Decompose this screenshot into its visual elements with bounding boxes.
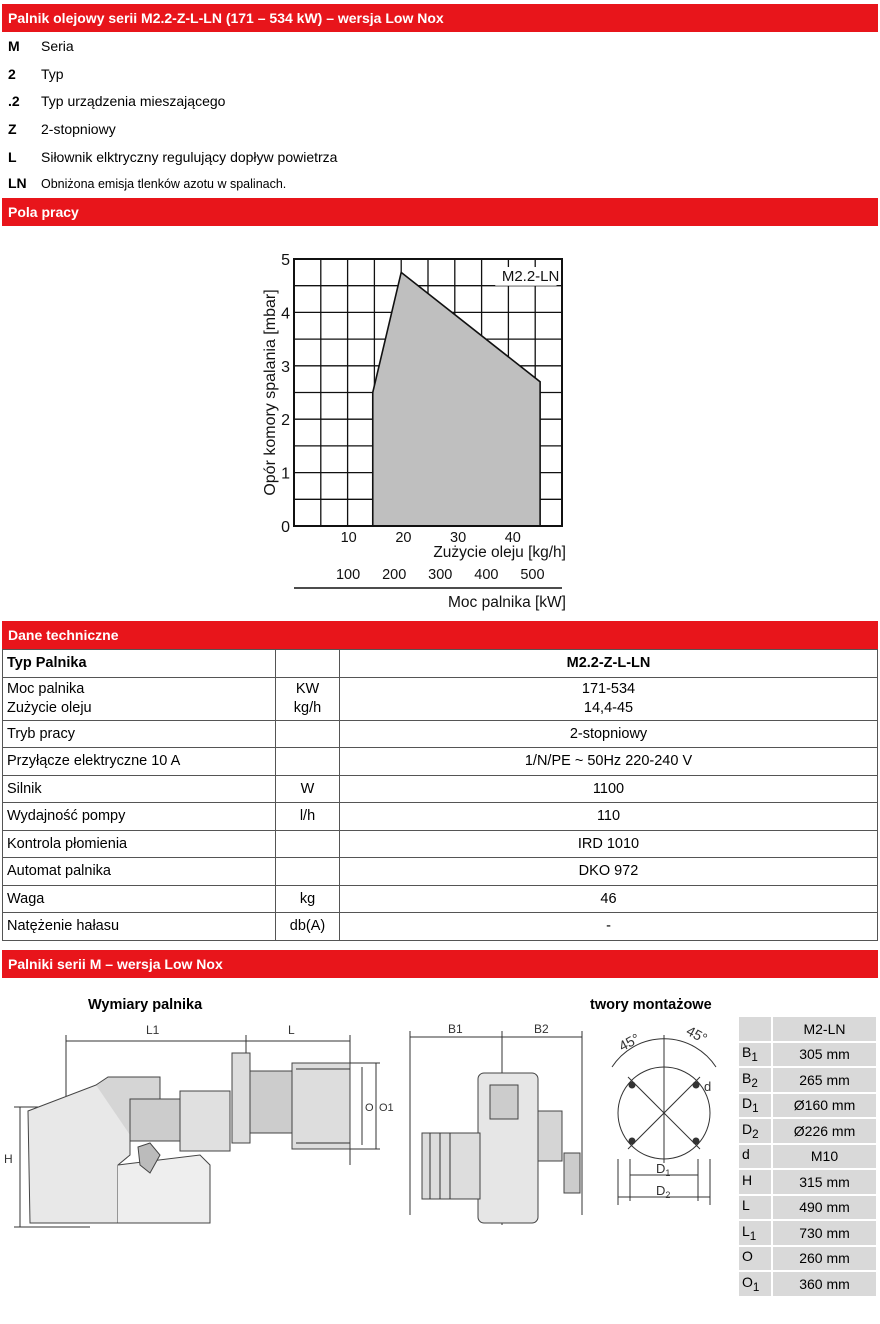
x-axis-label: Zużycie oleju [kg/h] [433, 544, 566, 561]
label-o1: O1 [379, 1102, 394, 1114]
code-label: Siłownik elktryczny regulujący dopływ powietrza [41, 149, 338, 165]
dim-value: 730 mm [772, 1220, 877, 1246]
chart-area [373, 272, 540, 526]
code-key: .2 [8, 93, 20, 109]
row-label: Kontrola płomienia [3, 830, 276, 858]
power-label: Moc palnika [7, 680, 85, 697]
x2-tick-label: 500 [520, 567, 545, 583]
power-value: 171-534 [581, 680, 636, 697]
label-d2: $D_2$ [656, 1183, 671, 1200]
dim-name: L [738, 1195, 772, 1221]
x2-tick-label: 100 [335, 567, 361, 583]
dim-value: 305 mm [772, 1042, 877, 1068]
code-row-stages [8, 119, 116, 139]
row-unit [276, 748, 340, 776]
header-value: M2.2-Z-L-LN [340, 650, 878, 678]
dims-row [738, 1144, 877, 1170]
table-row [3, 913, 878, 941]
row-value: 1/N/PE ~ 50Hz 220-240 V [340, 748, 878, 776]
work-field-title: Pola pracy [8, 204, 79, 220]
dims-row [738, 1118, 877, 1144]
dims-row [738, 1271, 877, 1297]
dim-name: $B_1$ [738, 1042, 772, 1068]
dim-value: Ø160 mm [772, 1093, 877, 1119]
code-row-lownox [8, 173, 286, 193]
row-label: Tryb pracy [3, 720, 276, 748]
row-value: DKO 972 [340, 858, 878, 886]
burner-side-drawing [0, 1015, 400, 1245]
tech-data-band [2, 621, 878, 649]
label-b1: B1 [448, 1022, 463, 1036]
label-l1: L1 [146, 1023, 160, 1037]
table-row [3, 830, 878, 858]
dimensions-table [737, 1015, 878, 1298]
y-tick-label: 1 [281, 465, 290, 483]
tech-data-title: Dane techniczne [8, 627, 119, 643]
series-m-title: Palniki serii M – wersja Low Nox [8, 956, 223, 972]
burner-head [292, 1063, 350, 1149]
page-title-band [2, 4, 878, 32]
dims-header: M2-LN [772, 1016, 877, 1042]
row-value: 1100 [340, 775, 878, 803]
code-row-typ [8, 64, 64, 84]
table-row-power [3, 677, 878, 720]
dimensions-title: Wymiary palnika [88, 997, 203, 1013]
code-key: L [8, 149, 17, 165]
label-d1: $D_1$ [656, 1161, 671, 1178]
x2-tick-label: 200 [382, 567, 407, 583]
fuel-label: Zużycie oleju [7, 699, 92, 716]
fuel-value: 14,4-45 [583, 699, 634, 716]
y-tick-label: 3 [281, 358, 290, 376]
code-label: Obniżona emisja tlenków azotu w spalinach. [41, 177, 287, 191]
hole-mark [693, 1138, 699, 1144]
row-label: Przyłącze elektryczne 10 A [3, 748, 276, 776]
row-unit: db(A) [276, 913, 340, 941]
dims-row [738, 1195, 877, 1221]
row-label: Waga [3, 885, 276, 913]
code-key: 2 [8, 66, 16, 82]
work-field-area [373, 272, 540, 526]
fuel-unit: kg/h [293, 699, 322, 716]
dims-row [738, 1169, 877, 1195]
row-label: Automat palnika [3, 858, 276, 886]
table-row-header [3, 650, 878, 678]
dims-row [738, 1220, 877, 1246]
dim-name: $B_2$ [738, 1067, 772, 1093]
header-unit [276, 650, 340, 678]
row-unit [276, 858, 340, 886]
code-label: 2-stopniowy [41, 121, 116, 137]
dim-value: 260 mm [772, 1246, 877, 1272]
row-value: 2-stopniowy [340, 720, 878, 748]
burner-flange [232, 1053, 250, 1143]
work-field-band [2, 198, 878, 226]
dim-value: 315 mm [772, 1169, 877, 1195]
hole-mark [629, 1138, 635, 1144]
code-label: Typ urządzenia mieszającego [41, 93, 226, 109]
row-unit [276, 830, 340, 858]
power-labels [3, 677, 276, 720]
x-tick-label: 10 [340, 530, 357, 546]
y-axis-label: Opór komory spalania [mbar] [262, 289, 279, 496]
dims-header-row [738, 1016, 877, 1042]
dims-row [738, 1246, 877, 1272]
work-field-chart [0, 230, 880, 620]
table-row [3, 803, 878, 831]
legend-label: M2.2-LN [501, 268, 560, 286]
mounting-title: twory montażowe [590, 997, 712, 1013]
y-tick-label: 0 [281, 519, 290, 536]
power-units [276, 677, 340, 720]
mounting-holes-drawing [600, 1015, 737, 1215]
burner-neck [250, 1071, 292, 1133]
y-tick-label: 5 [281, 252, 290, 269]
label-l: L [288, 1023, 295, 1037]
burner-valve [564, 1153, 580, 1193]
hole-mark [629, 1082, 635, 1088]
row-value: IRD 1010 [340, 830, 878, 858]
label-d: d [704, 1079, 712, 1094]
row-unit: kg [276, 885, 340, 913]
row-unit [276, 720, 340, 748]
row-value: - [340, 913, 878, 941]
dim-name: $L_1$ [738, 1220, 772, 1246]
page-title: Palnik olejowy serii M2.2-Z-L-LN (171 – 534 kW) – wersja Low Nox [8, 10, 444, 26]
table-row [3, 858, 878, 886]
label-b2: B2 [534, 1022, 549, 1036]
dim-name: $D_2$ [738, 1118, 772, 1144]
dim-name: $O_1$ [738, 1271, 772, 1297]
header-label: Typ Palnika [3, 650, 276, 678]
dims-corner [738, 1016, 772, 1042]
dim-value: 360 mm [772, 1271, 877, 1297]
power-values [340, 677, 878, 720]
burner-actuator [180, 1091, 230, 1151]
dim-value: 490 mm [772, 1195, 877, 1221]
angle-label-right: 45° [683, 1022, 711, 1047]
label-h: H [4, 1152, 13, 1166]
code-row-seria [8, 36, 74, 56]
burner-controls [490, 1085, 518, 1119]
dim-value: 265 mm [772, 1067, 877, 1093]
row-label: Wydajność pompy [3, 803, 276, 831]
tech-data-table [2, 649, 878, 941]
code-label: Seria [41, 38, 74, 54]
code-key: M [8, 38, 20, 54]
y-tick-label: 2 [281, 412, 290, 430]
label-o: O [365, 1102, 374, 1114]
code-row-mixer [8, 91, 225, 111]
row-label: Silnik [3, 775, 276, 803]
dim-name: d [738, 1144, 772, 1170]
x2-tick-label: 300 [428, 567, 453, 583]
table-row [3, 748, 878, 776]
row-label: Natężenie hałasu [3, 913, 276, 941]
hole-mark [693, 1082, 699, 1088]
y-tick-label: 4 [281, 305, 290, 323]
x2-tick-label: 400 [474, 567, 499, 583]
x-tick-label: 40 [504, 530, 521, 546]
dim-name: $D_1$ [738, 1093, 772, 1119]
dims-row [738, 1067, 877, 1093]
burner-side-unit [538, 1111, 562, 1161]
row-value: 110 [340, 803, 878, 831]
row-unit: W [276, 775, 340, 803]
code-label: Typ [41, 66, 64, 82]
x-tick-label: 20 [395, 530, 412, 546]
dims-row [738, 1042, 877, 1068]
dim-name: H [738, 1169, 772, 1195]
dim-value: Ø226 mm [772, 1118, 877, 1144]
power-unit: KW [295, 680, 320, 697]
dims-row [738, 1093, 877, 1119]
dim-name: O [738, 1246, 772, 1272]
angle-label-left: 45° [616, 1030, 643, 1055]
code-key: LN [8, 175, 27, 191]
table-row [3, 720, 878, 748]
burner-motor [422, 1133, 480, 1199]
series-m-band [2, 950, 878, 978]
row-value: 46 [340, 885, 878, 913]
x-tick-label: 30 [450, 530, 467, 546]
code-key: Z [8, 121, 17, 137]
row-unit: l/h [276, 803, 340, 831]
table-row [3, 775, 878, 803]
table-row [3, 885, 878, 913]
burner-front-drawing [400, 1015, 600, 1245]
x2-axis-label: Moc palnika [kW] [447, 594, 566, 611]
code-row-actuator [8, 147, 337, 167]
dim-value: M10 [772, 1144, 877, 1170]
burner-front [118, 1155, 210, 1223]
